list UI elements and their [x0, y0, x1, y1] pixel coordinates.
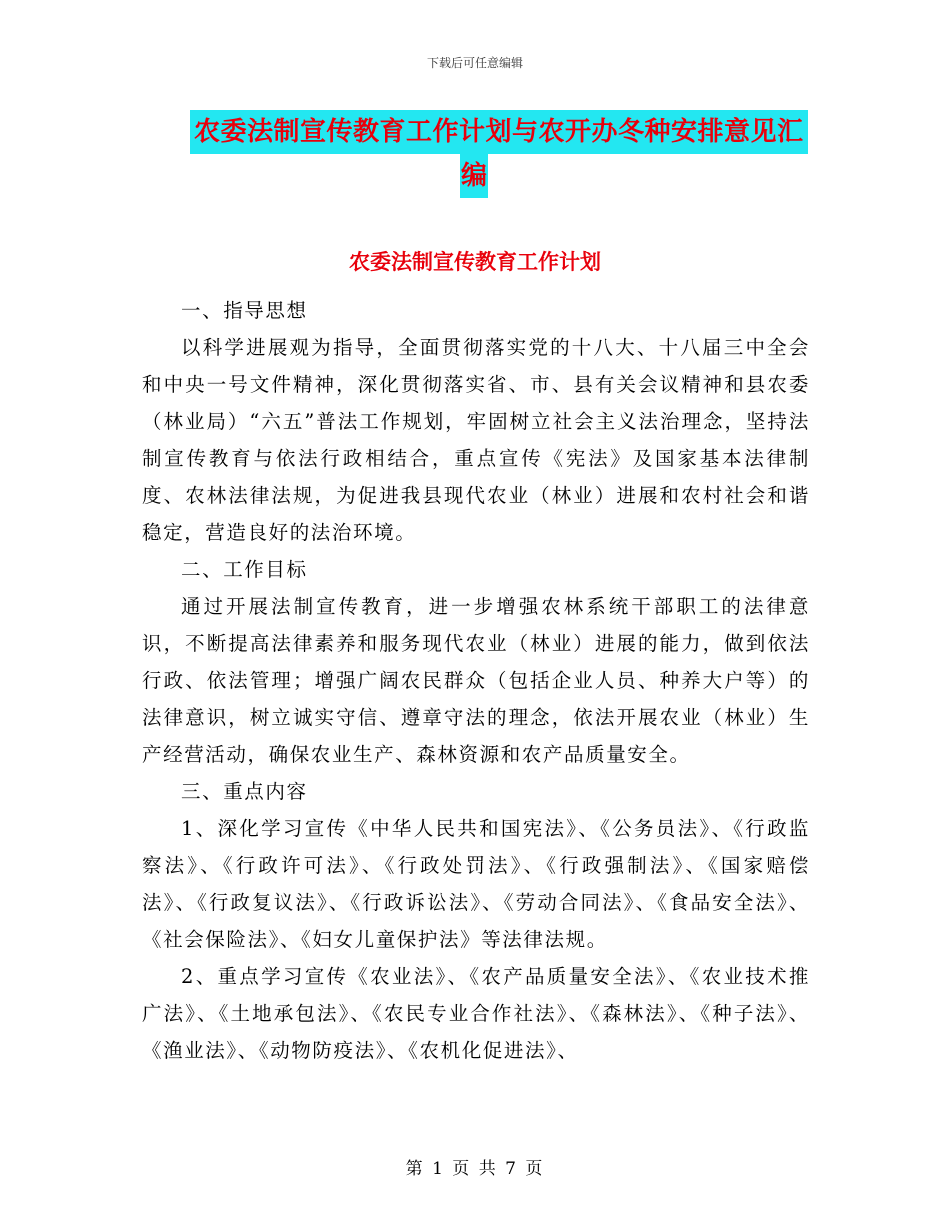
- paragraph-work-goals: 通过开展法制宣传教育，进一步增强农林系统干部职工的法律意识，不断提高法律素养和服务现代农业（林业）进展的能力，做到依法行政、依法管理；增强广阔农民群众（包括企业人员、种养大户等）的法律意识，树立诚实守信、遵章守法的理念，依法开展农业（林业）生产经营活动，确保农业生产、森林资源和农产品质量安全。: [142, 595, 810, 766]
- section-title: 农委法制宣传教育工作计划: [349, 250, 601, 274]
- document-title-line2: 编: [460, 154, 488, 198]
- paragraph-guiding-thought: 以科学进展观为指导，全面贯彻落实党的十八大、十八届三中全会和中央一号文件精神，深化贯彻落实省、市、县有关会议精神和县农委（林业局）“六五”普法工作规划，牢固树立社会主义法治理念，坚持法制宣传教育与依法行政相结合，重点宣传《宪法》及国家基本法律制度、农林法律法规，为促进我县现代农业（林业）进展和农村社会和谐稳定，营造良好的法治环境。: [142, 336, 810, 544]
- heading-key-content: 三、重点内容: [181, 780, 308, 803]
- document-title: [190, 110, 810, 198]
- document-title-line1: 农委法制宣传教育工作计划与农开办冬种安排意见汇: [190, 110, 808, 154]
- heading-work-goals: 二、工作目标: [181, 558, 308, 581]
- page-footer: 第 1 页 共 7 页: [405, 1159, 545, 1179]
- paragraph-key-content-2: 2、重点学习宣传《农业法》、《农产品质量安全法》、《农业技术推广法》、《土地承包法》、《农民专业合作社法》、《森林法》、《种子法》、《渔业法》、《动物防疫法》、《农机化促进法》、: [142, 965, 810, 1062]
- header-note: 下载后可任意编辑: [426, 56, 523, 70]
- body-text: [142, 292, 810, 1069]
- heading-guiding-thought: 一、指导思想: [181, 299, 308, 322]
- paragraph-key-content-1: 1、深化学习宣传《中华人民共和国宪法》、《公务员法》、《行政监察法》、《行政许可法》、《行政处罚法》、《行政强制法》、《国家赔偿法》、《行政复议法》、《行政诉讼法》、《劳动合同法》、《食品安全法》、《社会保险法》、《妇女儿童保护法》等法律法规。: [142, 817, 810, 951]
